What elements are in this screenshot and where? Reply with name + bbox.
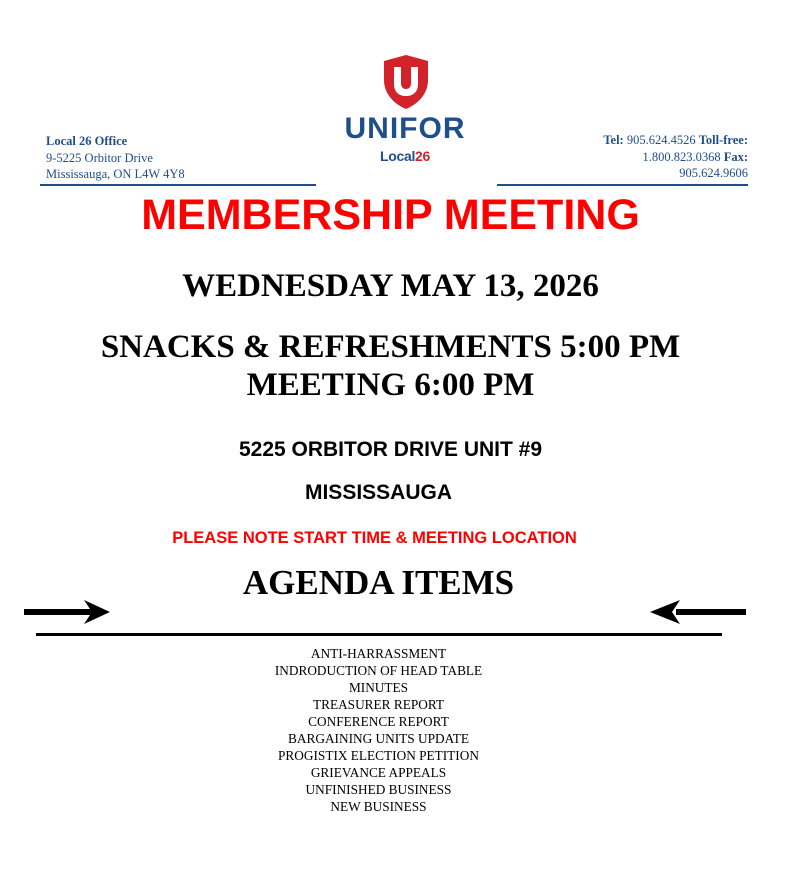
agenda-item: NEW BUSINESS bbox=[330, 799, 427, 814]
agenda-item: ANTI-HARRASSMENT bbox=[310, 646, 447, 661]
arrow-left-icon bbox=[646, 598, 748, 626]
tollfree-number: 1.800.823.0368 bbox=[642, 149, 721, 164]
office-street: 9-5225 Orbitor Drive bbox=[46, 150, 153, 165]
office-address-block bbox=[46, 133, 316, 183]
agenda-list bbox=[0, 645, 777, 815]
local-number: 26 bbox=[415, 148, 431, 164]
agenda-item: TREASURER REPORT bbox=[312, 697, 445, 712]
office-city: Mississauga, ON L4W 4Y8 bbox=[46, 167, 185, 181]
agenda-item: GRIEVANCE APPEALS bbox=[310, 765, 447, 780]
local-label: Local bbox=[379, 148, 416, 164]
contact-block bbox=[556, 132, 748, 182]
tel-label: Tel: bbox=[603, 133, 624, 147]
meeting-time: MEETING 6:00 PM bbox=[246, 367, 535, 403]
fax-number: 905.624.9606 bbox=[679, 166, 748, 180]
agenda-item: PROGISTIX ELECTION PETITION bbox=[278, 748, 479, 763]
meeting-city: MISSISSAUGA bbox=[304, 481, 453, 504]
agenda-item: MINUTES bbox=[348, 680, 409, 695]
contact-divider bbox=[497, 184, 748, 186]
meeting-date: WEDNESDAY MAY 13, 2026 bbox=[182, 268, 599, 304]
page-title: MEMBERSHIP MEETING bbox=[141, 191, 640, 239]
arrow-right-icon bbox=[22, 598, 112, 626]
tel-number: 905.624.4526 bbox=[626, 133, 696, 147]
agenda-heading: AGENDA ITEMS bbox=[242, 563, 515, 602]
agenda-divider bbox=[36, 633, 722, 636]
snacks-time: SNACKS & REFRESHMENTS 5:00 PM bbox=[100, 329, 681, 365]
local-number-mark bbox=[330, 148, 480, 164]
tollfree-label: Toll-free: bbox=[698, 133, 748, 147]
meeting-address: 5225 ORBITOR DRIVE UNIT #9 bbox=[238, 438, 543, 461]
unifor-shield-logo-icon bbox=[381, 54, 431, 110]
location-note: PLEASE NOTE START TIME & MEETING LOCATION bbox=[172, 529, 577, 547]
agenda-item: BARGAINING UNITS UPDATE bbox=[288, 731, 469, 746]
agenda-item: CONFERENCE REPORT bbox=[308, 714, 449, 729]
agenda-item: INDRODUCTION OF HEAD TABLE bbox=[274, 663, 483, 678]
office-name: Local 26 Office bbox=[46, 134, 128, 148]
unifor-wordmark: UNIFOR bbox=[344, 112, 466, 145]
meeting-times bbox=[0, 328, 789, 404]
agenda-item: UNFINISHED BUSINESS bbox=[305, 782, 452, 797]
office-divider bbox=[40, 184, 316, 186]
fax-label: Fax: bbox=[723, 149, 748, 164]
